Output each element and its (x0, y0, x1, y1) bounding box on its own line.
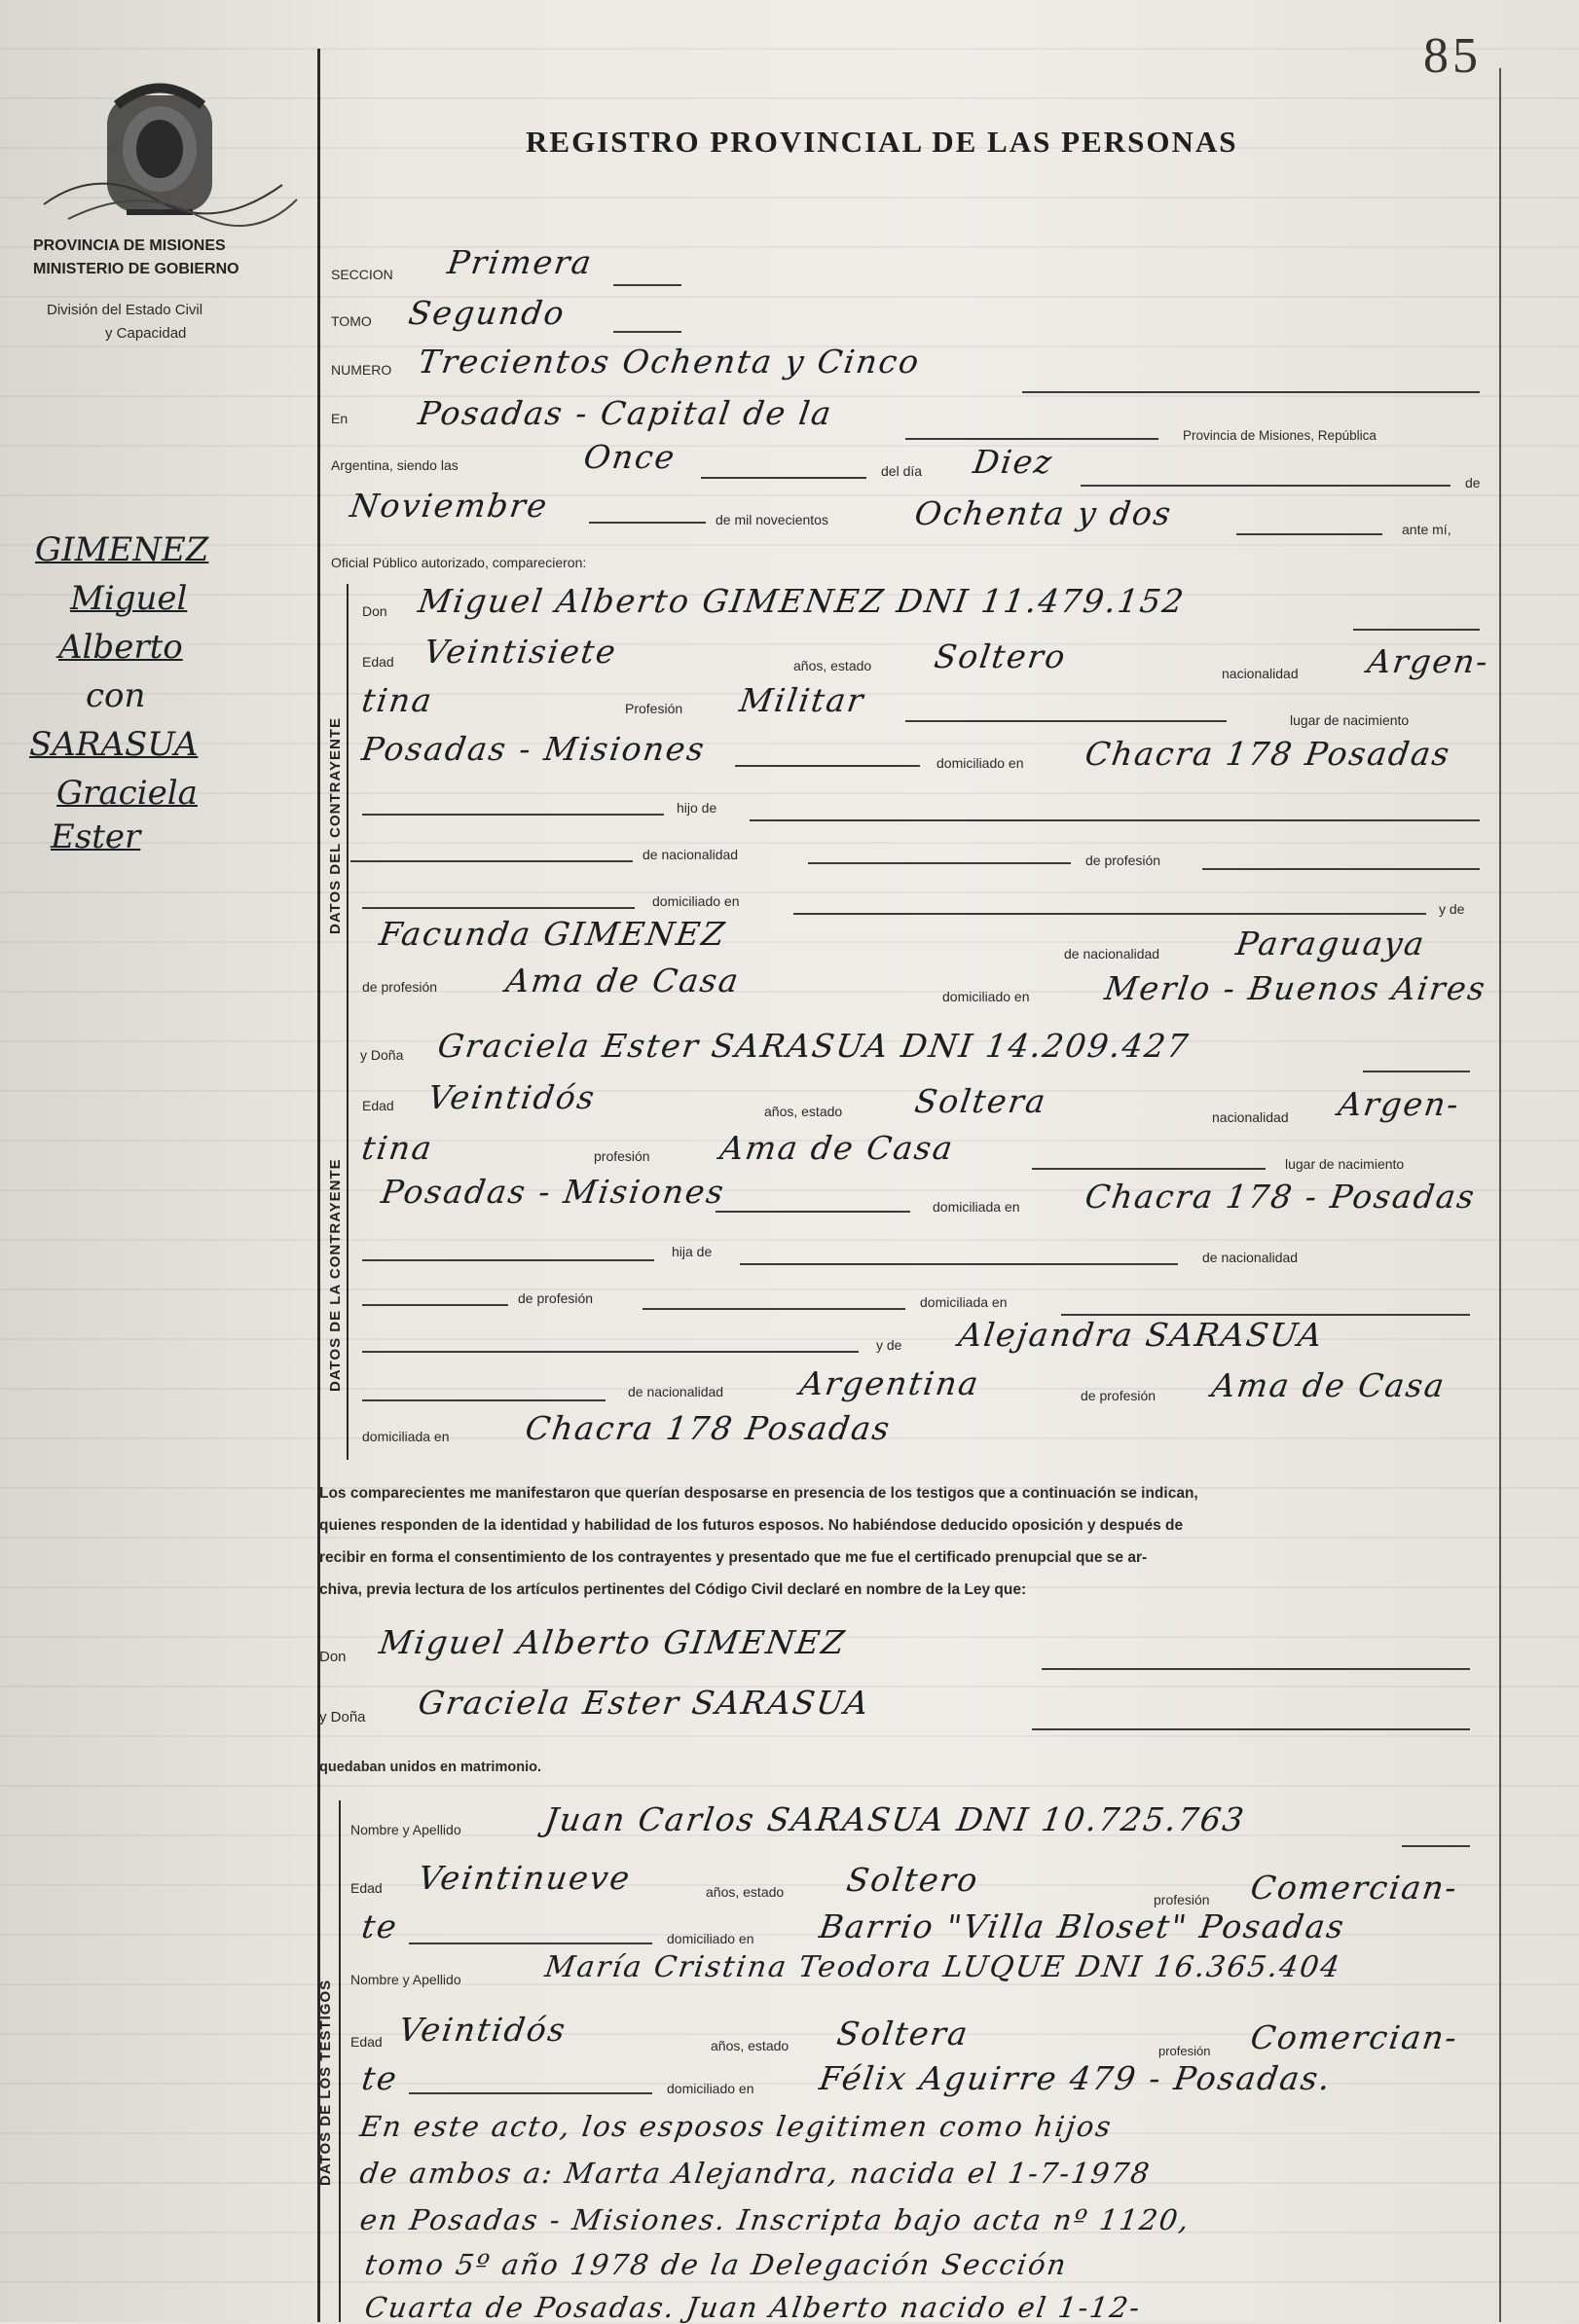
line-dom-pre (362, 907, 635, 909)
line-don-final (1042, 1668, 1470, 1670)
line-anio (1236, 533, 1382, 535)
label-de-nacionalidad-2: de nacionalidad (1064, 946, 1160, 962)
value-t1-nombre: Juan Carlos SARASUA DNI 10.725.763 (542, 1800, 1248, 1838)
box-contrayente-f-rule (347, 1032, 349, 1460)
value-f-nac1: Argen- (1336, 1085, 1463, 1123)
label-anos-estado: años, estado (793, 658, 872, 673)
label-de: de (1465, 475, 1481, 490)
declaration-line-2: quienes responden de la identidad y habilidad de los futuros esposos. No habiéndose deducido oposición y después de (319, 1517, 1184, 1534)
label-seccion: SECCION (331, 267, 393, 282)
line-hija-pre (362, 1259, 654, 1261)
letterhead-capacity: y Capacidad (105, 325, 187, 342)
declaration-line-3: recibir en forma el consentimiento de los contrayentes y presentado que me fue el certificado prenupcial que se ar- (319, 1549, 1148, 1566)
label-de-profesion-2: de profesión (362, 979, 438, 995)
letterhead-division: División del Estado Civil (47, 302, 203, 318)
line-t1-prof2 (409, 1943, 652, 1944)
line-seccion (613, 284, 681, 286)
margin-note-name1: Miguel (70, 579, 188, 618)
margin-note-con: con (86, 676, 146, 715)
label-de-profesion-f2: de profesión (1081, 1388, 1157, 1403)
line-nac-pre (350, 860, 633, 862)
label-nacionalidad-f: nacionalidad (1212, 1109, 1289, 1125)
value-dona-final: Graciela Ester SARASUA (416, 1684, 873, 1722)
note-line-2: de ambos a: Marta Alejandra, nacida el 1-7-1978 (357, 2157, 1154, 2190)
value-t1-edad: Veintinueve (416, 1859, 634, 1897)
label-en: En (331, 411, 349, 426)
note-line-1: En este acto, los esposos legitimen como hijos (357, 2110, 1115, 2143)
value-tomo: Segundo (406, 294, 569, 332)
value-c-dom: Chacra 178 Posadas (1083, 735, 1453, 773)
value-t2-edad: Veintidós (396, 2011, 569, 2049)
line-fprof (643, 1308, 905, 1310)
value-hora: Once (581, 438, 679, 476)
line-t2-prof2 (409, 2092, 652, 2094)
label-oficial: Oficial Público autorizado, comparecieron: (331, 555, 587, 570)
label-argentina: Argentina, siendo las (331, 457, 459, 473)
value-c-madre-prof: Ama de Casa (503, 962, 743, 999)
value-don-final: Miguel Alberto GIMENEZ (377, 1623, 849, 1661)
value-mes: Noviembre (348, 487, 551, 525)
label-profesion-f: profesión (594, 1148, 650, 1164)
line-hora (701, 477, 866, 479)
line-mes (589, 522, 706, 524)
label-anos-estado-t1: años, estado (706, 1884, 785, 1900)
line-dona-final (1032, 1728, 1470, 1730)
label-tomo: TOMO (331, 313, 372, 329)
label-y-dona: y Doña (360, 1047, 404, 1063)
letterhead-ministry: MINISTERIO DE GOBIERNO (33, 261, 239, 277)
label-profesion-t1: profesión (1154, 1892, 1210, 1907)
value-t2-dom: Félix Aguirre 479 - Posadas. (817, 2059, 1335, 2097)
note-line-5: Cuarta de Posadas. Juan Alberto nacido el 1-12- (362, 2291, 1144, 2324)
label-provincia: Provincia de Misiones, República (1183, 428, 1377, 443)
label-edad-t2: Edad (350, 2034, 383, 2050)
label-de-nacionalidad-f2: de nacionalidad (628, 1384, 724, 1399)
value-en: Posadas - Capital de la (416, 394, 835, 432)
line-fprof-pre (362, 1304, 508, 1306)
margin-note-surname2: SARASUA (29, 725, 199, 764)
line-en (905, 438, 1158, 440)
value-t1-estado: Soltero (844, 1861, 982, 1899)
label-domiciliado-t1: domiciliado en (667, 1931, 754, 1946)
value-f-nombre: Graciela Ester SARASUA DNI 14.209.427 (435, 1027, 1193, 1065)
label-hijo-de: hijo de (677, 800, 717, 816)
label-datos-contrayente-f: DATOS DE LA CONTRAYENTE (327, 1158, 344, 1392)
line-f-nombre (1363, 1071, 1470, 1072)
label-y-de-f: y de (876, 1337, 902, 1353)
value-c-lugar: Posadas - Misiones (359, 730, 709, 768)
line-nac (808, 862, 1071, 864)
line-f-lugar (716, 1211, 910, 1213)
label-y-de: y de (1439, 901, 1465, 917)
signature-scribble (39, 146, 302, 234)
value-dia: Diez (971, 443, 1056, 481)
note-line-4: tomo 5º año 1978 de la Delegación Sección (362, 2248, 1070, 2281)
line-tomo (613, 331, 681, 333)
value-t2-prof1: Comercian- (1248, 2018, 1461, 2056)
line-hija (740, 1263, 1178, 1265)
line-dom (793, 913, 1426, 915)
value-t2-prof2: te (359, 2059, 401, 2097)
label-don-final: Don (319, 1649, 347, 1665)
value-c-nombre: Miguel Alberto GIMENEZ DNI 11.479.152 (416, 582, 1188, 620)
line-dia (1081, 485, 1450, 487)
label-nacionalidad: nacionalidad (1222, 666, 1299, 681)
label-datos-contrayente: DATOS DEL CONTRAYENTE (327, 717, 344, 934)
line-t1-nombre (1402, 1845, 1470, 1847)
label-edad-t1: Edad (350, 1880, 383, 1896)
label-datos-testigos: DATOS DE LOS TESTIGOS (317, 1979, 334, 2186)
value-f-lugar: Posadas - Misiones (379, 1173, 728, 1211)
label-lugar: lugar de nacimiento (1290, 712, 1410, 728)
document-title: REGISTRO PROVINCIAL DE LAS PERSONAS (526, 125, 1238, 159)
value-f-madre: Alejandra SARASUA (956, 1316, 1327, 1354)
label-de-nacionalidad: de nacionalidad (643, 847, 739, 862)
label-profesion-t2: profesión (1158, 2044, 1211, 2058)
value-c-madre-dom: Merlo - Buenos Aires (1102, 969, 1489, 1007)
line-c-nombre (1353, 629, 1480, 631)
label-don: Don (362, 603, 387, 619)
line-f-prof (1032, 1168, 1266, 1170)
value-f-nac2: tina (359, 1129, 436, 1167)
margin-note-name3: Graciela (56, 774, 198, 813)
line-fyde-pre (362, 1351, 859, 1353)
value-t2-nombre: María Cristina Teodora LUQUE DNI 16.365.404 (542, 1950, 1343, 1984)
label-domiciliado-2: domiciliado en (652, 893, 740, 909)
note-line-3: en Posadas - Misiones. Inscripta bajo acta nº 1120, (357, 2203, 1193, 2236)
line-c-lugar (735, 765, 920, 767)
label-domiciliada-f: domiciliada en (933, 1199, 1020, 1215)
value-c-nac1: Argen- (1365, 642, 1492, 680)
line-c-prof (905, 720, 1227, 722)
value-c-madre-nac: Paraguaya (1233, 925, 1428, 962)
line-prof (1202, 868, 1480, 870)
value-numero: Trecientos Ochenta y Cinco (416, 343, 923, 381)
label-lugar-f: lugar de nacimiento (1285, 1156, 1405, 1172)
line-hijo (750, 819, 1480, 821)
label-domiciliado-3: domiciliado en (942, 989, 1030, 1004)
value-f-estado: Soltera (912, 1082, 1050, 1120)
margin-note-surname: GIMENEZ (35, 530, 209, 569)
line-numero (1022, 391, 1480, 393)
label-domiciliada-f3: domiciliada en (362, 1429, 450, 1444)
value-c-edad: Veintisiete (422, 633, 620, 671)
value-t1-dom: Barrio "Villa Bloset" Posadas (817, 1907, 1348, 1945)
label-numero: NUMERO (331, 362, 392, 378)
label-de-nacionalidad-f: de nacionalidad (1202, 1250, 1299, 1265)
label-ante-mi: ante mí, (1402, 522, 1451, 537)
value-c-prof: Militar (737, 681, 867, 719)
value-f-madre-prof: Ama de Casa (1209, 1366, 1449, 1404)
label-nombre-apellido-1: Nombre y Apellido (350, 1822, 461, 1837)
line-hijo-pre (362, 814, 664, 816)
label-nombre-apellido-2: Nombre y Apellido (350, 1972, 461, 1987)
margin-note-name4: Ester (51, 817, 141, 856)
value-f-madre-nac: Argentina (797, 1364, 983, 1402)
value-f-prof: Ama de Casa (717, 1129, 957, 1167)
label-domiciliado: domiciliado en (936, 755, 1024, 771)
value-c-nac2: tina (359, 681, 436, 719)
line-fnac-pre (362, 1399, 606, 1401)
value-c-estado: Soltero (932, 637, 1070, 675)
page-number: 85 (1423, 28, 1482, 84)
label-hija-de: hija de (672, 1244, 713, 1259)
value-f-dom: Chacra 178 - Posadas (1083, 1178, 1479, 1216)
value-f-madre-dom: Chacra 178 Posadas (523, 1409, 894, 1447)
value-f-edad: Veintidós (425, 1078, 599, 1116)
declaration-line-1: Los comparecientes me manifestaron que querían desposarse en presencia de los testigos que a continuación se indican, (319, 1485, 1198, 1502)
box-contrayente-rule (347, 584, 349, 1032)
value-seccion: Primera (445, 243, 596, 281)
label-anos-estado-t2: años, estado (711, 2038, 790, 2053)
value-t1-prof2: te (359, 1907, 401, 1945)
value-anio: Ochenta y dos (912, 494, 1175, 532)
letterhead-province: PROVINCIA DE MISIONES (33, 237, 226, 254)
label-edad: Edad (362, 654, 394, 670)
label-domiciliada-f-2: domiciliada en (920, 1294, 1008, 1310)
box-testigos-rule (339, 1800, 341, 2322)
margin-note-name2: Alberto (58, 628, 183, 667)
label-de-mil: de mil novecientos (716, 512, 828, 527)
value-t1-prof1: Comercian- (1248, 1869, 1461, 1906)
value-c-madre: Facunda GIMENEZ (377, 915, 729, 953)
right-border (1499, 68, 1501, 2322)
label-dona-final: y Doña (319, 1709, 366, 1725)
label-domiciliado-t2: domiciliado en (667, 2081, 754, 2096)
value-t2-estado: Soltera (834, 2015, 973, 2052)
label-anos-estado-f: años, estado (764, 1104, 843, 1119)
label-del-dia: del día (881, 463, 923, 479)
label-profesion: Profesión (625, 701, 683, 716)
label-de-profesion-f: de profesión (518, 1290, 594, 1306)
declaration-line-4: chiva, previa lectura de los artículos pertinentes del Código Civil declaré en nombre de la Ley que: (319, 1581, 1027, 1598)
label-quedaban: quedaban unidos en matrimonio. (319, 1760, 541, 1775)
label-edad-f: Edad (362, 1098, 394, 1113)
label-de-profesion: de profesión (1085, 853, 1161, 868)
